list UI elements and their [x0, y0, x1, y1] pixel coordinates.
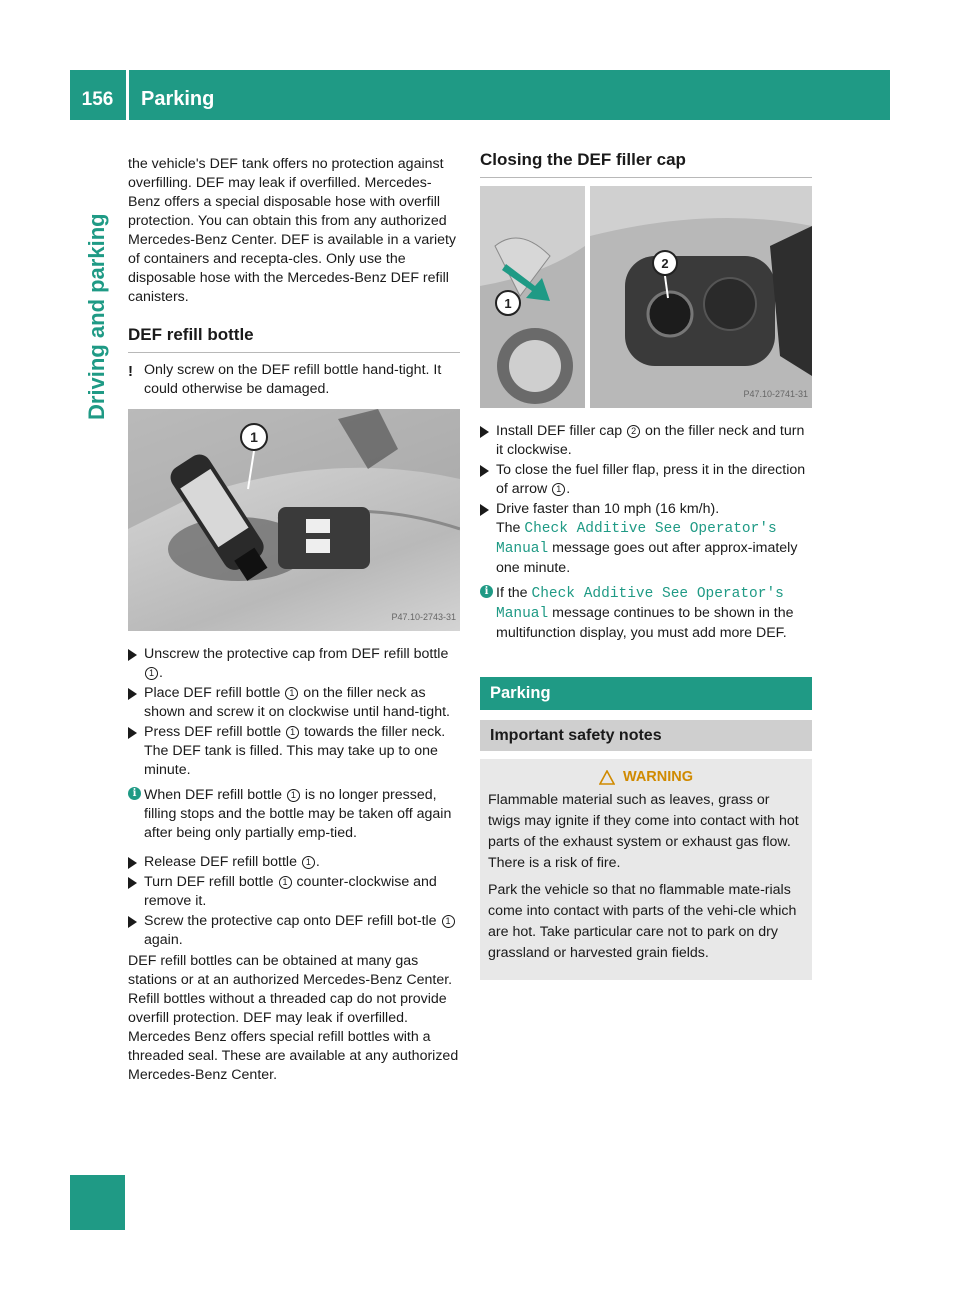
caution-text: Only screw on the DEF refill bottle hand-tight. It could otherwise be damaged. — [144, 362, 442, 397]
callout-1-icon: 1 — [145, 667, 158, 680]
svg-text:1: 1 — [504, 296, 512, 311]
step-turn-bottle: Turn DEF refill bottle 1 counter-clockwise and remove it. — [128, 873, 460, 911]
callout-1-icon: 1 — [552, 483, 565, 496]
step-unscrew-cap: Unscrew the protective cap from DEF refill bottle 1 . — [128, 645, 460, 683]
step-arrow-icon — [128, 727, 137, 739]
info-note-filling: i When DEF refill bottle 1 is no longer pressed, filling stops and the bottle may be taken off again after being only partially emp-tied. — [128, 786, 460, 843]
safety-notes-bar: Important safety notes — [480, 720, 812, 751]
warning-paragraph-1: Flammable material such as leaves, grass or twigs may ignite if they come into contact with hot parts of the exhaust system or exhaust gas flow. There is a risk of fire. — [488, 792, 799, 871]
step-arrow-icon — [128, 649, 137, 661]
callout-1-icon: 1 — [286, 726, 299, 739]
refill-bottle-figure — [128, 409, 460, 631]
exclamation-icon: ! — [128, 363, 133, 380]
intro-paragraph: the vehicle's DEF tank offers no protection against overfilling. DEF may leak if overfilled. Mercedes-Benz offers a special disposable hose with overfill protection. You can obtain this from any authorized Mercedes-Benz Center. DEF is available in a variety of containers and recepta-cles. Only use the disposable hose with the Mercedes-Benz DEF refill canisters. — [128, 156, 457, 305]
callout-1-icon: 1 — [302, 856, 315, 869]
step-press-bottle: Press DEF refill bottle 1 towards the filler neck. The DEF tank is filled. This may take up to one minute. — [128, 723, 460, 780]
page-number: 156 — [81, 89, 114, 110]
step-screw-cap: Screw the protective cap onto DEF refill bot-tle 1 again. — [128, 912, 460, 950]
left-column — [128, 155, 460, 1087]
callout-1-icon: 1 — [442, 915, 455, 928]
info-note-message: i If the Check Additive See Operator's Manual message continues to be shown in the multifunction display, you must add more DEF. — [480, 584, 812, 643]
callout-1-icon: 1 — [285, 687, 298, 700]
step-install-cap: Install DEF filler cap 2 on the filler neck and turn it clockwise. — [480, 422, 812, 460]
filler-cap-figure — [480, 186, 812, 408]
svg-text:1: 1 — [250, 429, 258, 445]
filler-cap-illustration — [480, 186, 812, 408]
caution-note — [128, 361, 460, 399]
step-arrow-icon — [128, 857, 137, 869]
section-title: Parking — [141, 88, 215, 110]
display-message-cont: Manual — [496, 541, 549, 557]
figure-code: P47.10-2741-31 — [743, 389, 808, 399]
header-separator — [126, 70, 129, 120]
info-icon: i — [480, 585, 493, 598]
figure-code: P47.10-2743-31 — [391, 612, 456, 622]
warning-title: WARNING — [488, 767, 804, 788]
step-close-flap: To close the fuel filler flap, press it in the direction of arrow 1 . — [480, 461, 812, 499]
right-column — [480, 150, 812, 980]
display-message: Check Additive See Operator's — [531, 586, 784, 602]
step-arrow-icon — [480, 504, 489, 516]
callout-2-icon: 2 — [627, 425, 640, 438]
step-result: The DEF tank is filled. This may take up to one minute. — [144, 743, 438, 778]
warning-box — [480, 759, 812, 980]
info-icon: i — [128, 787, 141, 800]
step-release-bottle: Release DEF refill bottle 1 . — [128, 853, 460, 872]
closing-cap-heading: Closing the DEF filler cap — [480, 150, 812, 178]
display-message: Check Additive See Operator's — [524, 521, 777, 537]
step-place-bottle: Place DEF refill bottle 1 on the filler neck as shown and screw it on clockwise until hand-tight. — [128, 684, 460, 722]
step-arrow-icon — [128, 688, 137, 700]
callout-1-icon: 1 — [287, 789, 300, 802]
outro-paragraph: DEF refill bottles can be obtained at many gas stations or at an authorized Mercedes-Benz Center. Refill bottles without a threaded cap do not provide overfill protection. DEF may leak if overfilled. Mercedes Benz offers special refill bottles with a threaded seal. These are available at any authorized Mercedes-Benz Center. — [128, 953, 459, 1083]
warning-paragraph-2: Park the vehicle so that no flammable mate-rials come into contact with parts of the vehi-cle which are hot. Take particular care not to park on dry grassland or harvested grain fields. — [488, 882, 797, 961]
callout-1-icon: 1 — [279, 876, 292, 889]
step-drive: Drive faster than 10 mph (16 km/h). The Check Additive See Operator's Manual message goes out after approx-imately one minute. — [480, 500, 812, 578]
parking-section-bar: Parking — [480, 677, 812, 710]
refill-bottle-illustration — [128, 409, 460, 631]
step-arrow-icon — [128, 916, 137, 928]
warning-triangle-icon — [599, 770, 615, 785]
step-arrow-icon — [480, 426, 489, 438]
svg-text:2: 2 — [661, 256, 669, 271]
def-refill-heading: DEF refill bottle — [128, 325, 460, 353]
chapter-marker — [70, 1175, 125, 1230]
display-message-cont: Manual — [496, 606, 549, 622]
step-arrow-icon — [128, 877, 137, 889]
chapter-label: Driving and parking — [84, 213, 109, 420]
step-arrow-icon — [480, 465, 489, 477]
